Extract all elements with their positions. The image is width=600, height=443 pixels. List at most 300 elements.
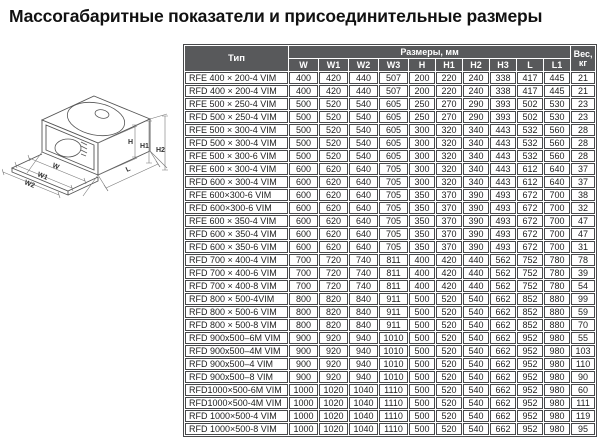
dimension-cell: 952 [517,332,543,344]
dimension-cell: 300 [409,124,435,136]
dimension-cell: 200 [409,85,435,97]
dimension-cell: 520 [319,98,348,110]
dimension-cell: 500 [409,384,435,396]
dimension-cell: 440 [463,280,489,292]
dimension-cell: 540 [463,371,489,383]
dimension-cell: 952 [517,371,543,383]
dimension-cell: 640 [349,189,378,201]
dimension-cell: 700 [544,202,570,214]
dimension-cell: 952 [517,345,543,357]
dimension-cell: 370 [436,228,462,240]
column-header-h2: H2 [463,59,489,71]
column-header-h3: H3 [490,59,516,71]
dimension-cell: 540 [349,98,378,110]
dimension-cell: 662 [490,371,516,383]
dimension-cell: 520 [436,293,462,305]
weight-cell: 37 [571,176,595,188]
weight-cell: 110 [571,358,595,370]
dimension-cell: 640 [349,202,378,214]
dimension-cell: 780 [544,280,570,292]
dimension-cell: 720 [319,280,348,292]
page-title: Массогабаритные показатели и присоединительные размеры [9,6,543,26]
dimension-cell: 300 [409,163,435,175]
table-row [185,111,595,123]
dimension-cell: 620 [319,215,348,227]
dimension-cell: 662 [490,358,516,370]
dimension-cell: 502 [517,111,543,123]
dimension-cell: 500 [289,98,318,110]
dimension-cell: 662 [490,410,516,422]
dimension-cell: 752 [517,254,543,266]
type-cell: RFE 500 × 300-6 VIM [185,150,288,162]
dimension-cell: 811 [379,267,408,279]
dimension-cell: 952 [517,397,543,409]
weight-cell: 90 [571,371,595,383]
dimension-cell: 445 [544,85,570,97]
dimension-cell: 443 [490,150,516,162]
dimension-cell: 662 [490,319,516,331]
table-row [185,189,595,201]
dimension-cell: 540 [463,293,489,305]
dimension-cell: 600 [289,215,318,227]
type-cell: RFD 400 × 200-4 VIM [185,85,288,97]
type-cell: RFD 800 × 500-6 VIM [185,306,288,318]
weight-cell: 37 [571,163,595,175]
dimension-cell: 440 [463,267,489,279]
column-header-l1: L1 [544,59,570,71]
dimension-cell: 940 [349,332,378,344]
table-row [185,371,595,383]
dimension-cell: 540 [463,410,489,422]
dimension-cell: 320 [436,163,462,175]
dimension-cell: 500 [289,124,318,136]
dimension-cell: 880 [544,306,570,318]
dimension-cell: 440 [349,85,378,97]
dimension-cell: 502 [517,98,543,110]
dimension-cell: 672 [517,241,543,253]
dimension-cell: 390 [463,215,489,227]
dimension-cell: 1040 [349,397,378,409]
dimension-cell: 920 [319,345,348,357]
dimension-cell: 800 [289,319,318,331]
dimension-cell: 270 [436,98,462,110]
dimension-cell: 705 [379,241,408,253]
dimension-cell: 672 [517,202,543,214]
weight-cell: 111 [571,397,595,409]
dimension-cell: 400 [409,280,435,292]
dimension-cell: 520 [436,306,462,318]
dimension-cell: 911 [379,306,408,318]
dimension-cell: 662 [490,332,516,344]
column-header-type: Тип [185,46,288,71]
dimension-cell: 400 [289,85,318,97]
type-cell: RFE 500 × 250-4 VIM [185,98,288,110]
table-row [185,98,595,110]
type-cell: RFD 600×300-6 VIM [185,202,288,214]
weight-cell: 60 [571,384,595,396]
dimension-cell: 540 [463,306,489,318]
dimension-cell: 250 [409,98,435,110]
type-cell: RFD 600 × 300-4 VIM [185,176,288,188]
table-body [185,72,595,435]
dimension-cell: 1040 [349,423,378,435]
table-row [185,85,595,97]
dimension-cell: 1020 [319,410,348,422]
type-cell: RFD 1000×500-4 VIM [185,410,288,422]
column-header-h1: H1 [436,59,462,71]
dimension-cell: 1040 [349,410,378,422]
weight-cell: 39 [571,267,595,279]
dimension-cell: 500 [409,423,435,435]
dimension-cell: 300 [409,176,435,188]
dimension-cell: 400 [409,267,435,279]
dimension-cell: 900 [289,345,318,357]
table-row [185,332,595,344]
dimension-cell: 520 [319,150,348,162]
dimension-cell: 300 [409,150,435,162]
dimension-cell: 400 [409,254,435,266]
dimension-cell: 530 [544,111,570,123]
table-row [185,280,595,292]
dimension-cell: 1000 [289,410,318,422]
dimension-cell: 1010 [379,371,408,383]
dimension-cell: 705 [379,163,408,175]
table-row [185,228,595,240]
dimension-cell: 705 [379,189,408,201]
dimension-cell: 720 [319,267,348,279]
dimension-cell: 600 [289,228,318,240]
fan-unit-drawing-svg [2,66,184,236]
dimension-cell: 600 [289,241,318,253]
table-row [185,397,595,409]
dimension-cell: 980 [544,410,570,422]
dimension-cell: 620 [319,176,348,188]
dimension-cell: 540 [463,397,489,409]
dimension-cell: 338 [490,72,516,84]
table-row [185,384,595,396]
dimension-cell: 530 [544,98,570,110]
dimension-cell: 390 [463,241,489,253]
dimension-cell: 705 [379,176,408,188]
dimension-cell: 443 [490,124,516,136]
dimension-cell: 520 [436,410,462,422]
dimension-cell: 443 [490,163,516,175]
dimension-cell: 662 [490,397,516,409]
dimension-cell: 562 [490,267,516,279]
dimension-cell: 820 [319,293,348,305]
dimension-cell: 493 [490,215,516,227]
dimensions-table [183,44,597,437]
dimension-cell: 705 [379,228,408,240]
dimension-cell: 532 [517,137,543,149]
dimension-cell: 620 [319,163,348,175]
table-row [185,163,595,175]
dimension-cell: 705 [379,215,408,227]
dimension-cell: 560 [544,124,570,136]
table-row [185,241,595,253]
dimension-cell: 493 [490,228,516,240]
dimension-cell: 780 [544,267,570,279]
dimension-cell: 900 [289,358,318,370]
weight-cell: 32 [571,202,595,214]
table-row [185,202,595,214]
weight-cell: 38 [571,189,595,201]
dimension-cell: 532 [517,150,543,162]
dimension-cell: 200 [409,72,435,84]
dimension-cell: 620 [319,189,348,201]
dimension-cell: 417 [517,85,543,97]
dimension-cell: 600 [289,176,318,188]
dimension-cell: 720 [319,254,348,266]
table-row [185,150,595,162]
dimension-cell: 420 [436,280,462,292]
dimension-cell: 811 [379,280,408,292]
dimension-cell: 338 [490,85,516,97]
dimension-cell: 220 [436,85,462,97]
weight-cell: 119 [571,410,595,422]
dimension-cell: 350 [409,215,435,227]
dimension-cell: 500 [409,319,435,331]
dimension-cell: 562 [490,254,516,266]
dim-label-w1: W1 [36,171,49,182]
dimension-cell: 672 [517,228,543,240]
dimension-cell: 220 [436,72,462,84]
dimension-cell: 500 [409,397,435,409]
dimension-cell: 752 [517,267,543,279]
column-header-weight [571,46,595,71]
dimension-cell: 612 [517,163,543,175]
dimension-cell: 700 [544,241,570,253]
dimension-cell: 952 [517,384,543,396]
dimension-cell: 507 [379,85,408,97]
dimension-cell: 920 [319,358,348,370]
type-cell: RFD 900x500–6M VIM [185,332,288,344]
dimension-cell: 820 [319,306,348,318]
dimension-cell: 417 [517,72,543,84]
dimension-cell: 852 [517,319,543,331]
dimension-cell: 443 [490,137,516,149]
table-row [185,215,595,227]
dimension-cell: 911 [379,293,408,305]
dimension-cell: 852 [517,306,543,318]
dimension-cell: 952 [517,410,543,422]
type-cell: RFD 600 × 350-4 VIM [185,228,288,240]
dimension-cell: 540 [349,124,378,136]
table-row [185,137,595,149]
dimension-cell: 600 [289,163,318,175]
dimension-cell: 520 [436,358,462,370]
dimension-cell: 500 [409,345,435,357]
dimension-cell: 880 [544,319,570,331]
dimension-cell: 493 [490,202,516,214]
dimension-cell: 500 [409,358,435,370]
type-cell: RFD 900x500–4M VIM [185,345,288,357]
dimension-cell: 700 [544,228,570,240]
dimension-cell: 672 [517,215,543,227]
dimension-cell: 240 [463,72,489,84]
dimension-cell: 340 [463,176,489,188]
dimension-cell: 420 [436,254,462,266]
dimension-cell: 390 [463,228,489,240]
dimension-cell: 340 [463,137,489,149]
weight-cell: 54 [571,280,595,292]
dimension-cell: 740 [349,254,378,266]
weight-label-line2: кг [578,57,588,68]
dimension-cell: 500 [409,371,435,383]
dimension-cell: 540 [463,384,489,396]
dimension-cell: 700 [289,267,318,279]
dimension-cell: 1020 [319,384,348,396]
table-row [185,293,595,305]
dimension-cell: 390 [463,189,489,201]
dimension-cell: 1010 [379,358,408,370]
dimension-cell: 500 [409,306,435,318]
dimension-cell: 350 [409,189,435,201]
dimension-cell: 620 [319,202,348,214]
dimension-cell: 540 [463,332,489,344]
dimension-cell: 980 [544,345,570,357]
dimension-cell: 340 [463,124,489,136]
dimension-cell: 780 [544,254,570,266]
dimension-cell: 393 [490,98,516,110]
dimension-cell: 445 [544,72,570,84]
weight-label-line1: Вес, [573,48,593,59]
dimension-cell: 662 [490,345,516,357]
dimension-cell: 605 [379,150,408,162]
dimension-cell: 520 [319,111,348,123]
dimension-cell: 752 [517,280,543,292]
column-header-l: L [517,59,543,71]
column-header-w3: W3 [379,59,408,71]
dimension-cell: 1010 [379,332,408,344]
weight-cell: 21 [571,72,595,84]
dimension-cell: 620 [319,228,348,240]
table-header [185,46,595,71]
dimension-cell: 840 [349,319,378,331]
dimension-cell: 370 [436,241,462,253]
type-cell: RFD 800 × 500-8 VIM [185,319,288,331]
dimension-cell: 640 [544,176,570,188]
type-cell: RFE 600×300-6 VIM [185,189,288,201]
dimension-cell: 560 [544,150,570,162]
dimension-cell: 393 [490,111,516,123]
dimension-cell: 520 [436,345,462,357]
dimension-cell: 500 [409,410,435,422]
dimension-cell: 600 [289,202,318,214]
dimension-cell: 940 [349,358,378,370]
dimension-cell: 520 [436,319,462,331]
dimension-cell: 920 [319,332,348,344]
dimension-cell: 350 [409,228,435,240]
dimension-cell: 560 [544,137,570,149]
dimension-cell: 300 [409,137,435,149]
type-cell: RFE 500 × 300-4 VIM [185,124,288,136]
table-row [185,358,595,370]
column-header-w1: W1 [319,59,348,71]
column-header-w2: W2 [349,59,378,71]
weight-cell: 47 [571,228,595,240]
dimension-cell: 1110 [379,410,408,422]
dimension-cell: 500 [289,150,318,162]
dimension-cell: 662 [490,306,516,318]
dimension-cell: 1110 [379,423,408,435]
dimension-cell: 840 [349,293,378,305]
dimension-cell: 640 [349,228,378,240]
dimension-cell: 520 [436,384,462,396]
dimension-cell: 1000 [289,423,318,435]
dimension-cell: 520 [436,371,462,383]
dimension-cell: 952 [517,423,543,435]
dimension-cell: 672 [517,189,543,201]
dimension-cell: 980 [544,358,570,370]
dimension-cell: 705 [379,202,408,214]
dim-label-h1: H1 [140,143,149,150]
table-row [185,72,595,84]
dimension-cell: 605 [379,98,408,110]
type-cell: RFE 400 × 200-4 VIM [185,72,288,84]
dimension-cell: 662 [490,293,516,305]
dimension-cell: 340 [463,163,489,175]
dimension-cell: 1000 [289,397,318,409]
dimension-cell: 900 [289,332,318,344]
dimension-cell: 640 [349,176,378,188]
dimension-cell: 600 [289,189,318,201]
weight-cell: 95 [571,423,595,435]
dimension-cell: 700 [544,215,570,227]
dimension-cell: 1000 [289,384,318,396]
table-row [185,254,595,266]
weight-cell: 103 [571,345,595,357]
dimension-cell: 740 [349,267,378,279]
dimension-cell: 952 [517,358,543,370]
weight-cell: 59 [571,306,595,318]
weight-cell: 78 [571,254,595,266]
dimension-cell: 320 [436,137,462,149]
dimension-cell: 620 [319,241,348,253]
dimension-cell: 940 [349,371,378,383]
dimension-cell: 500 [409,293,435,305]
dimension-cell: 800 [289,293,318,305]
dim-label-h: H [128,139,134,146]
dimension-cell: 520 [319,137,348,149]
dimension-cell: 540 [463,345,489,357]
weight-cell: 47 [571,215,595,227]
dimension-cell: 532 [517,124,543,136]
dimension-cell: 370 [436,189,462,201]
weight-cell: 55 [571,332,595,344]
dimension-cell: 940 [349,345,378,357]
type-cell: RFD 900x500–4 VIM [185,358,288,370]
dimension-cell: 840 [349,306,378,318]
dimension-cell: 640 [544,163,570,175]
weight-cell: 70 [571,319,595,331]
weight-cell: 23 [571,98,595,110]
weight-cell: 23 [571,111,595,123]
dim-label-w2: W2 [23,179,36,190]
dim-label-h2: H2 [156,147,165,154]
dimension-cell: 340 [463,150,489,162]
column-header-h: H [409,59,435,71]
dimension-cell: 440 [463,254,489,266]
dimension-cell: 920 [319,371,348,383]
weight-cell: 99 [571,293,595,305]
dimension-cell: 420 [436,267,462,279]
dimension-cell: 240 [463,85,489,97]
weight-cell: 31 [571,241,595,253]
type-cell: RFD 1000×500-8 VIM [185,423,288,435]
dimension-cell: 370 [436,202,462,214]
dimension-cell: 500 [289,137,318,149]
